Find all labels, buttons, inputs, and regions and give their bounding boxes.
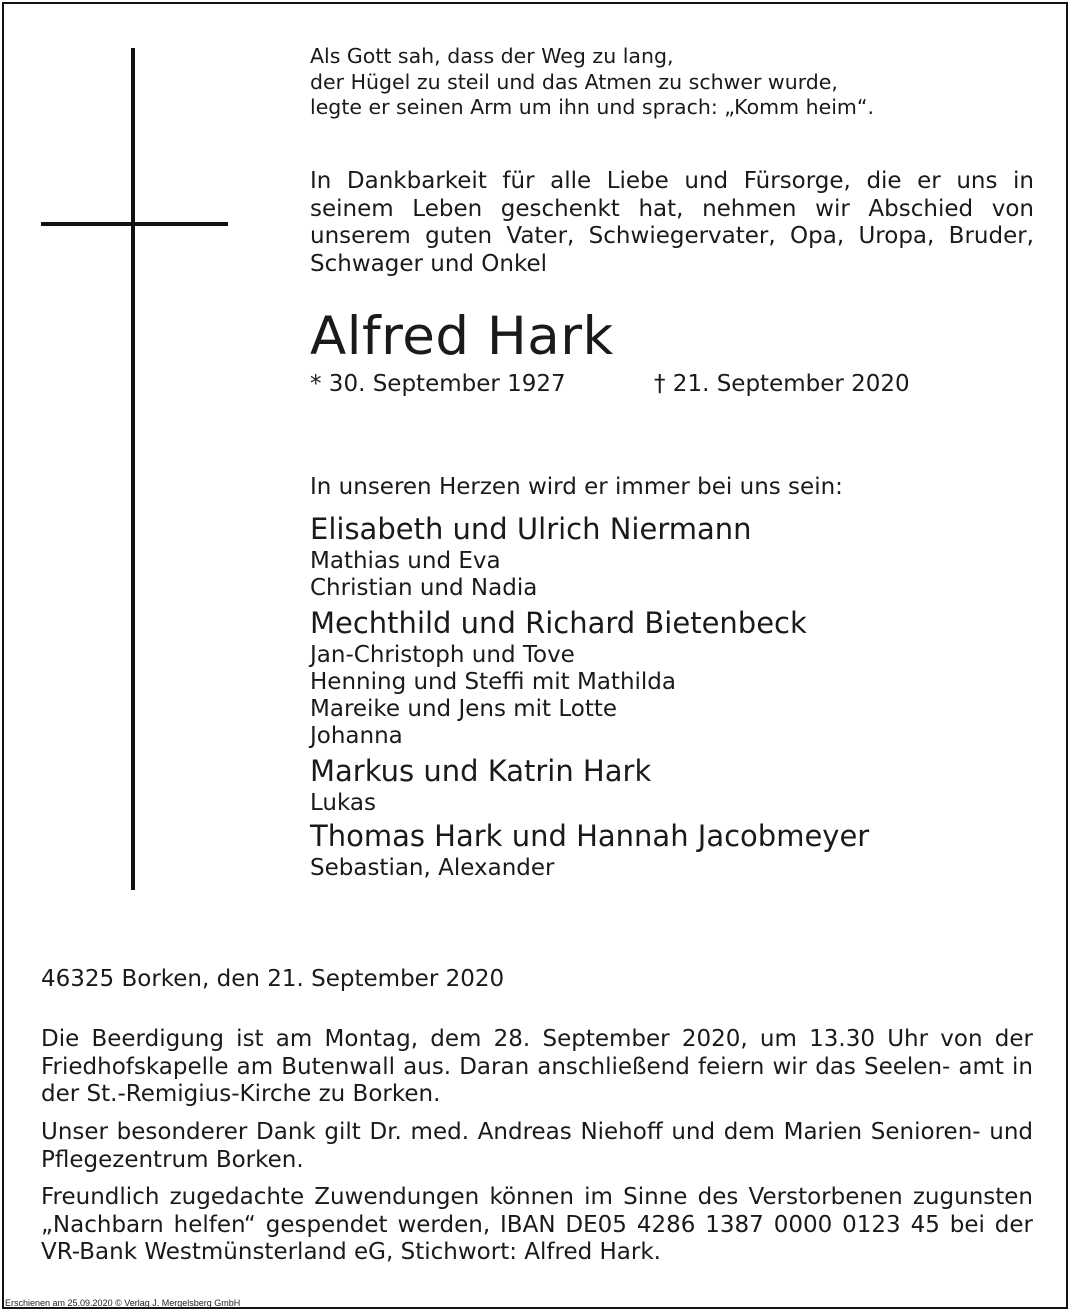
deceased-name: Alfred Hark [310, 306, 614, 367]
thanks-text: Unser besonderer Dank gilt Dr. med. Andreas Niehoff und dem Marien Senioren- und Pflegezentrum Borken. [41, 1119, 1033, 1173]
family-member: Henning und Steffi mit Mathilda [310, 669, 676, 695]
family-member: Christian und Nadia [310, 575, 538, 601]
family-member: Sebastian, Alexander [310, 855, 555, 881]
family-member: Mareike und Jens mit Lotte [310, 696, 618, 722]
death-date: † 21. September 2020 [654, 371, 910, 397]
cross-horizontal-bar [41, 222, 228, 226]
poem-line: legte er seinen Arm um ihn und sprach: „Komm heim“. [310, 95, 875, 119]
family-member: Johanna [310, 723, 403, 749]
family-head: Markus und Katrin Hark [310, 754, 652, 788]
family-group [310, 511, 1034, 602]
intro-text: In Dankbarkeit für alle Liebe und Fürsorge, die er uns in seinem Leben geschenkt hat, nehmen wir Abschied von unserem guten Vater, Schwiegervater, Opa, Uropa, Bruder, Schwager und Onkel [310, 168, 1034, 277]
family-head: Thomas Hark und Hannah Jacobmeyer [310, 819, 870, 853]
poem-line: Als Gott sah, dass der Weg zu lang, [310, 44, 674, 68]
family-group [310, 605, 1034, 750]
family-group [310, 818, 1034, 882]
family-member: Lukas [310, 790, 376, 816]
family-member: Jan-Christoph und Tove [310, 642, 575, 668]
donations-text: Freundlich zugedachte Zuwendungen können im Sinne des Verstorbenen zugunsten „Nachbarn helfen“ gespendet werden, IBAN DE05 4286 1387 0000 0123 45 bei der VR-Bank Westmünsterland eG, Stichwort: Alfred Hark. [41, 1184, 1033, 1265]
birth-date: * 30. September 1927 [310, 371, 566, 397]
publication-footer: Erschienen am 25.09.2020 © Verlag J. Mergelsberg GmbH [5, 1298, 241, 1308]
funeral-info: Die Beerdigung ist am Montag, dem 28. September 2020, um 13.30 Uhr von der Friedhofskapelle am Butenwall aus. Daran anschließend feiern wir das Seelen- amt in der St.-Remigius-Kirche zu Borken. [41, 1026, 1033, 1107]
poem-line: der Hügel zu steil und das Atmen zu schwer wurde, [310, 69, 838, 94]
poem [310, 44, 1034, 121]
family-group [310, 753, 1034, 817]
place-and-date: 46325 Borken, den 21. September 2020 [41, 966, 505, 992]
cross-vertical-bar [131, 48, 135, 890]
family-head: Elisabeth und Ulrich Niermann [310, 512, 752, 546]
hearts-line: In unseren Herzen wird er immer bei uns sein: [310, 474, 843, 500]
mourners-list [310, 511, 1034, 882]
life-dates [310, 368, 1034, 400]
family-member: Mathias und Eva [310, 548, 501, 574]
family-head: Mechthild und Richard Bietenbeck [310, 606, 807, 640]
